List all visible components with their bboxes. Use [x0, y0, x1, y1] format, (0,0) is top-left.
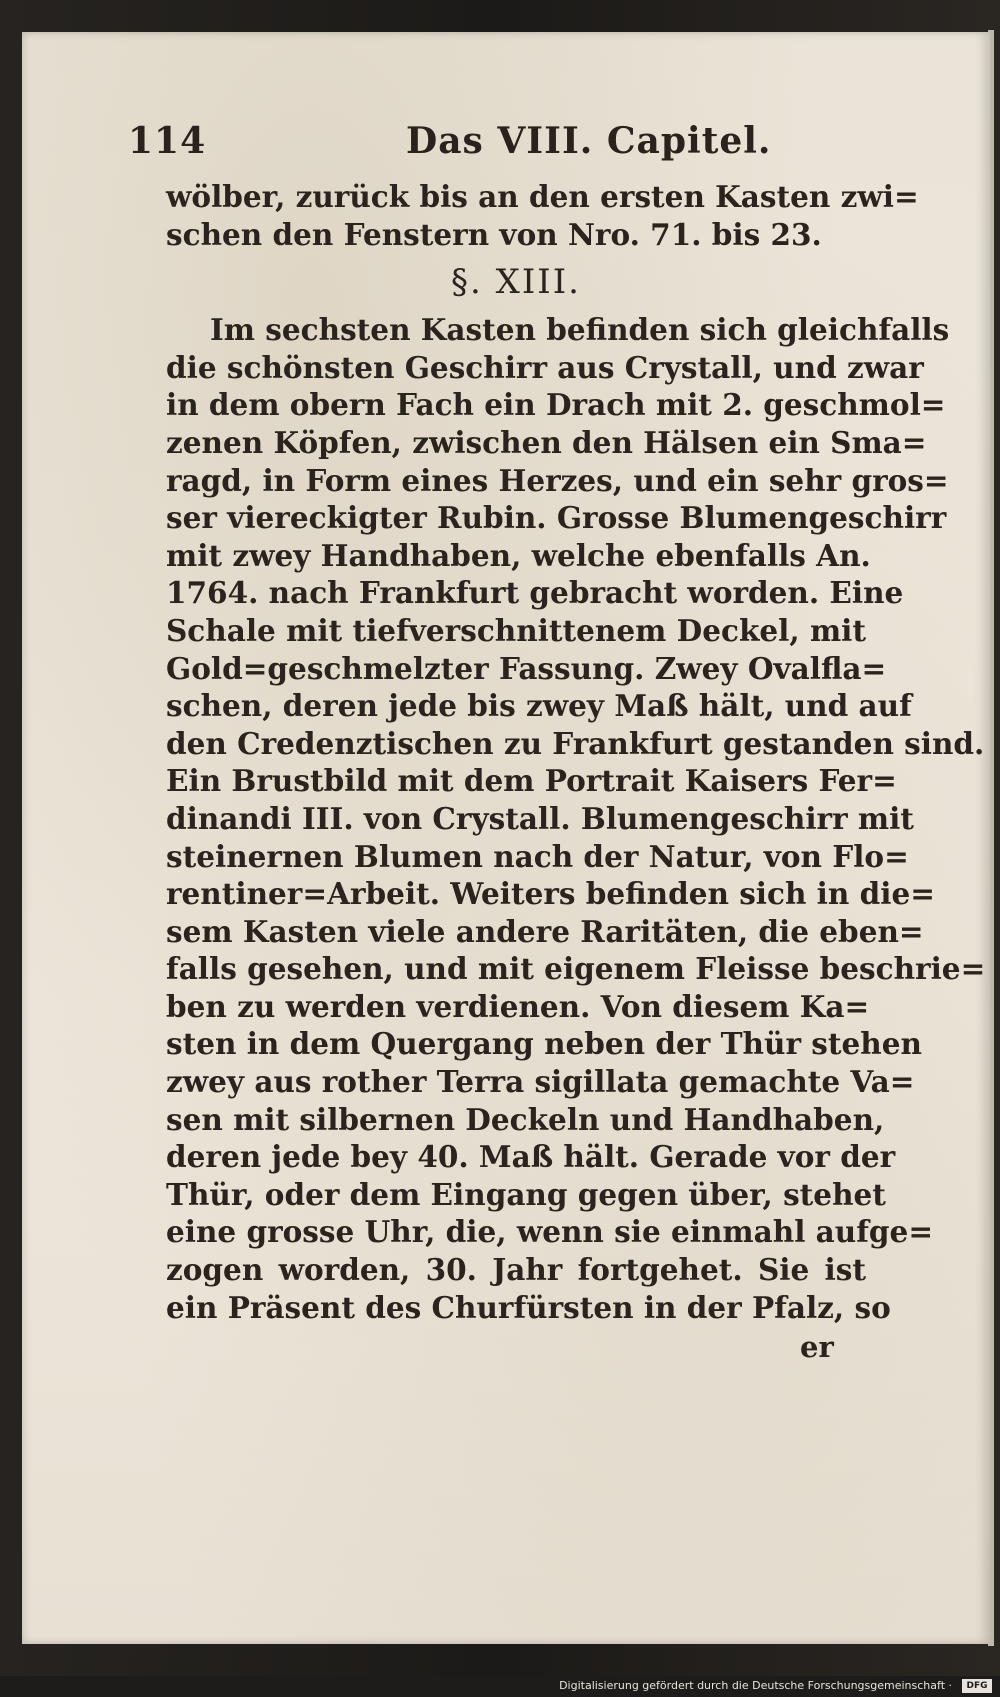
text-line: Im sechsten Kasten befinden sich gleichfalls [210, 312, 950, 348]
page-number: 114 [128, 120, 207, 162]
section-heading: §. XIII. [451, 262, 581, 303]
text-line: 1764. nach Frankfurt gebracht worden. Eine [166, 575, 904, 611]
text-line: ragd, in Form eines Herzes, und ein sehr gros= [166, 462, 949, 498]
text-line: zenen Köpfen, zwischen den Hälsen ein Sma= [166, 424, 927, 460]
text-line: den Credenztischen zu Frankfurt gestanden sind. [166, 725, 985, 761]
text-line: ser viereckigter Rubin. Grosse Blumengeschirr [166, 500, 947, 536]
text-line: Thür, oder dem Eingang gegen über, stehet [166, 1176, 886, 1212]
text-line: in dem obern Fach ein Drach mit 2. geschmol= [166, 387, 946, 423]
text-line: sen mit silbernen Deckeln und Handhaben, [166, 1101, 885, 1137]
text-line: sem Kasten viele andere Raritäten, die eben= [166, 913, 924, 949]
dfg-logo: DFG [962, 1679, 992, 1693]
text-line: wölber, zurück bis an den ersten Kasten zwi= [166, 179, 919, 214]
text-line: dinandi III. von Crystall. Blumengeschirr mit [166, 800, 914, 836]
text-line: ben zu werden verdienen. Von diesem Ka= [166, 988, 870, 1024]
text-line: rentiner=Arbeit. Weiters befinden sich in die= [166, 876, 935, 912]
catchword: er [800, 1330, 834, 1364]
text-line: Gold=geschmelzter Fassung. Zwey Ovalfla= [166, 650, 887, 686]
page-body [166, 178, 986, 1326]
text-line: ein Präsent des Churfürsten in der Pfalz, so [166, 1289, 891, 1325]
text-line: schen den Fenstern von Nro. 71. bis 23. [166, 216, 822, 252]
digitization-credit: Digitalisierung gefördert durch die Deutsche Forschungsgemeinschaft · [559, 1679, 952, 1692]
running-head: Das VIII. Capitel. [406, 120, 772, 162]
text-line: Schale mit tiefverschnittenem Deckel, mit [166, 612, 866, 648]
page-header [128, 120, 848, 176]
text-line: zogen worden, 30. Jahr fortgehet. Sie ist [166, 1252, 866, 1288]
text-line: mit zwey Handhaben, welche ebenfalls An. [166, 537, 871, 573]
text-line: zwey aus rother Terra sigillata gemachte Va= [166, 1064, 915, 1100]
text-line: die schönsten Geschirr aus Crystall, und zwar [166, 349, 924, 385]
text-line: schen, deren jede bis zwey Maß hält, und auf [166, 688, 912, 724]
text-line: steinernen Blumen nach der Natur, von Flo= [166, 838, 909, 874]
text-line: eine grosse Uhr, die, wenn sie einmahl aufge= [166, 1214, 934, 1250]
text-line: falls gesehen, und mit eigenem Fleisse beschrie= [166, 951, 986, 987]
text-line: Ein Brustbild mit dem Portrait Kaisers Fer= [166, 763, 897, 799]
text-line: deren jede bey 40. Maß hält. Gerade vor der [166, 1139, 896, 1175]
text-line: sten in dem Quergang neben der Thür stehen [166, 1026, 922, 1062]
